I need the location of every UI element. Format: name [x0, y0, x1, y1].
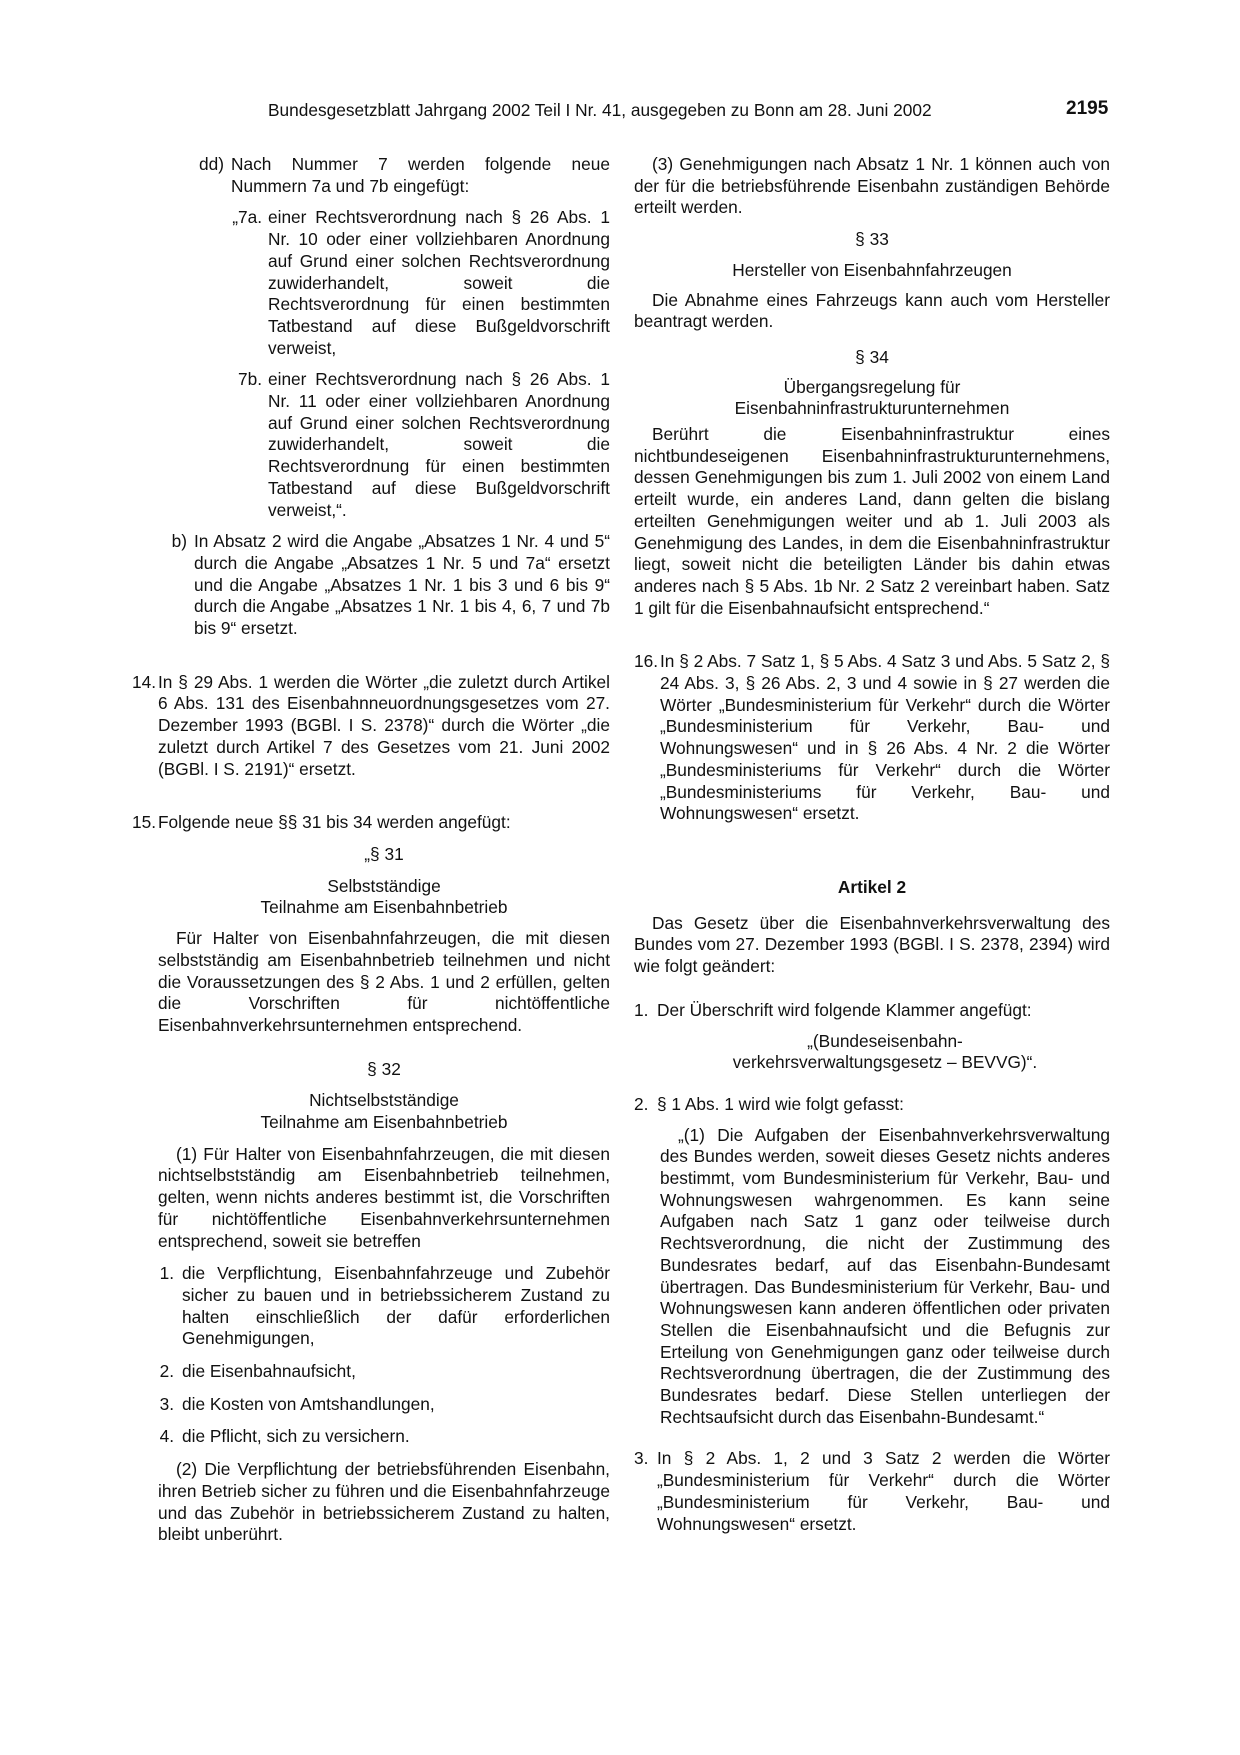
- list-text: die Verpflichtung, Eisenbahnfahrzeuge und Zubehör sicher zu bauen und in betriebssicherem Zustand zu halten einschließlich der dafür erforderlichen Genehmigungen,: [182, 1263, 610, 1349]
- list-text: einer Rechtsverordnung nach § 26 Abs. 1 Nr. 11 oder einer vollziehbaren Anordnung auf Grund einer solchen Rechtsverordnung zuwiderhandelt, soweit die Rechtsverordnung für einen bestimmten Tatbestand auf diese Bußgeldvorschrift verweist,“.: [268, 369, 610, 520]
- list-text: die Kosten von Amtshandlungen,: [182, 1393, 435, 1414]
- list-item-dd: [194, 154, 610, 197]
- list-item: [158, 1394, 610, 1416]
- list-item-a3: [634, 1448, 1110, 1535]
- section-title: Eisenbahninfrastrukturunternehmen: [734, 398, 1010, 419]
- list-text: die Eisenbahnaufsicht,: [182, 1361, 356, 1382]
- quote-line: „(Bundeseisenbahn-: [807, 1030, 963, 1051]
- right-column: [634, 154, 1110, 1535]
- page-header: Bundesgesetzblatt Jahrgang 2002 Teil I Nr. 41, ausgegeben zu Bonn am 28. Juni 2002: [268, 100, 932, 120]
- list-label: dd): [199, 154, 224, 174]
- list-item-a1: [634, 1000, 1110, 1022]
- section-number: „§ 31: [364, 843, 404, 864]
- list-text: In § 29 Abs. 1 werden die Wörter „die zuletzt durch Artikel 6 Abs. 131 des Eisenbahnneuordnungsgesetzes vom 27. Dezember 1993 (BGBl. I S. 2378)“ durch die Wörter „die zuletzt durch Artikel 7 des Gesetzes vom 21. Juni 2002 (BGBl. I S. 2191)“ ersetzt.: [158, 671, 610, 779]
- section-number: § 33: [855, 229, 889, 250]
- list-label: 16.: [634, 651, 659, 672]
- section-body: Für Halter von Eisenbahnfahrzeugen, die mit diesen selbstständig am Eisenbahnbetrieb teilnehmen und nicht die Voraussetzungen des § 2 Abs. 1 und 2 erfüllen, gelten die Vorschriften für nichtöffentliche Eisenbahnverkehrsunternehmen entsprechend.: [158, 928, 610, 1035]
- list-label: 1.: [634, 999, 649, 1020]
- list-item-7b: [222, 369, 610, 521]
- paragraph: (2) Die Verpflichtung der betriebsführenden Eisenbahn, ihren Betrieb sicher zu führen und die Eisenbahnfahrzeuge und das Zubehör in betriebssicherem Zustand zu halten, bleibt unberührt.: [158, 1459, 610, 1545]
- list-item-7a: [222, 207, 610, 359]
- list-text: § 1 Abs. 1 wird wie folgt gefasst:: [657, 1093, 904, 1114]
- list-item-14: [132, 672, 610, 781]
- section-title: Nichtselbstständige: [309, 1090, 459, 1111]
- section-title: Hersteller von Eisenbahnfahrzeugen: [732, 259, 1012, 280]
- section-title: Übergangsregelung für: [783, 376, 961, 397]
- section-body: Berührt die Eisenbahninfrastruktur eines nichtbundeseigenen Eisenbahninfrastrukturunternehmens, dessen Genehmigungen bis zum 1. Juli 2002 von einem Land erteilt wurde, ein anderes Land, dann gelten die bislang erteilten Genehmigungen weiter und ab 1. Juli 2003 als Genehmigung des Landes, in dem die Eisenbahninfrastruktur liegt, soweit nicht die beteiligten Länder bis dahin etwas anderes nach § 5 Abs. 1b Nr. 2 Satz 2 vereinbart haben. Satz 1 gilt für die Eisenbahnaufsicht entsprechend.“: [634, 424, 1110, 618]
- list-item: [158, 1361, 610, 1383]
- list-label: 1.: [159, 1263, 174, 1284]
- list-text: Folgende neue §§ 31 bis 34 werden angefügt:: [158, 812, 511, 833]
- list-text: In Absatz 2 wird die Angabe „Absatzes 1 Nr. 4 und 5“ durch die Angabe „Absatzes 1 Nr. 5 und 7a“ ersetzt und die Angabe „Absatzes 1 Nr. 1 bis 3 und 6 bis 9“ durch die Angabe „Absatzes 1 Nr. 1 bis 4, 6, 7 und 7b bis 9“ ersetzt.: [194, 531, 610, 639]
- section-title: Selbstständige: [327, 875, 441, 896]
- list-item-15: [132, 812, 610, 834]
- section-title: Teilnahme am Eisenbahnbetrieb: [260, 897, 508, 918]
- list-label: 14.: [132, 671, 157, 692]
- quote-line: verkehrsverwaltungsgesetz – BEVVG)“.: [732, 1052, 1038, 1073]
- paragraph: Das Gesetz über die Eisenbahnverkehrsverwaltung des Bundes vom 27. Dezember 1993 (BGBl. I S. 2378, 2394) wird wie folgt geändert:: [634, 912, 1110, 977]
- list-item: [158, 1426, 610, 1448]
- list-label: 2.: [159, 1361, 174, 1382]
- list-text: die Pflicht, sich zu versichern.: [182, 1426, 410, 1447]
- list-item-b: [167, 531, 610, 640]
- page-number: 2195: [1066, 98, 1109, 119]
- paragraph: (3) Genehmigungen nach Absatz 1 Nr. 1 können auch von der für die betriebsführende Eisenbahn zuständigen Behörde erteilt werden.: [634, 154, 1110, 218]
- list-label: 2.: [634, 1093, 649, 1114]
- left-column: [132, 154, 610, 1546]
- section-number: § 32: [367, 1058, 401, 1079]
- list-text: In § 2 Abs. 1, 2 und 3 Satz 2 werden die Wörter „Bundesministerium für Verkehr“ durch die Wörter „Bundesministerium für Verkehr, Bau- und Wohnungswesen“ ersetzt.: [657, 1448, 1110, 1534]
- article-heading: Artikel 2: [837, 876, 907, 897]
- list-text: einer Rechtsverordnung nach § 26 Abs. 1 Nr. 10 oder einer vollziehbaren Anordnung auf Grund einer solchen Rechtsverordnung zuwiderhandelt, soweit die Rechtsverordnung für einen bestimmten Tatbestand auf diese Bußgeldvorschrift verweist,: [268, 207, 610, 358]
- list-item: [158, 1263, 610, 1350]
- paragraph: (1) Für Halter von Eisenbahnfahrzeugen, die mit diesen nichtselbstständig am Eisenbahnbetrieb teilnehmen, gelten, wenn nichts anderes bestimmt ist, die Vorschriften für nichtöffentliche Eisenbahnverkehrsunternehmen entsprechend, soweit sie betreffen: [158, 1143, 610, 1251]
- list-text: Der Überschrift wird folgende Klammer angefügt:: [657, 999, 1032, 1020]
- list-label: „7a.: [232, 207, 262, 228]
- quote-paragraph: „(1) Die Aufgaben der Eisenbahnverkehrsverwaltung des Bundes werden, soweit dieses Gesetz nichts anderes bestimmt, vom Bundesministerium für Verkehr, Bau- und Wohnungswesen wahrgenommen. Es kann seine Aufgaben nach Satz 1 ganz oder teilweise durch Rechtsverordnung, die nicht der Zustimmung des Bundesrates bedarf, auf das Eisenbahn-Bundesamt übertragen. Das Bundesministerium für Verkehr, Bau- und Wohnungswesen kann anderen öffentlichen oder privaten Stellen die Eisenbahnaufsicht und die Befugnis zur Erteilung von Genehmigungen ganz oder teilweise durch Rechtsverordnung übertragen, die der Zustimmung des Bundesrates bedarf. Diese Stellen unterliegen der Rechtsaufsicht durch das Eisenbahn-Bundesamt.“: [660, 1124, 1110, 1427]
- list-item-16: [634, 651, 1110, 825]
- list-item-a2: [634, 1094, 1110, 1116]
- list-label: 15.: [132, 812, 157, 833]
- list-label: 3.: [159, 1393, 174, 1414]
- section-number: § 34: [855, 346, 889, 367]
- section-body: Die Abnahme eines Fahrzeugs kann auch vom Hersteller beantragt werden.: [634, 289, 1110, 332]
- list-text: In § 2 Abs. 7 Satz 1, § 5 Abs. 4 Satz 3 und Abs. 5 Satz 2, § 24 Abs. 3, § 26 Abs. 2, 3 und 4 sowie in § 27 werden die Wörter „Bundesministerium für Verkehr“ durch die Wörter „Bundesministerium für Verkehr, Bau- und Wohnungswesen“ und in § 26 Abs. 4 Nr. 2 die Wörter „Bundesministeriums für Verkehr“ durch die Wörter „Bundesministeriums für Verkehr, Bau- und Wohnungswesen“ ersetzt.: [660, 651, 1110, 824]
- list-text: Nach Nummer 7 werden folgende neue Nummern 7a und 7b eingefügt:: [231, 154, 610, 196]
- section-31: [158, 844, 610, 1546]
- list-label: 7b.: [237, 369, 262, 390]
- list-label: b): [171, 531, 187, 552]
- section-title: Teilnahme am Eisenbahnbetrieb: [260, 1112, 508, 1133]
- list-label: 4.: [159, 1426, 174, 1447]
- list-label: 3.: [634, 1448, 649, 1469]
